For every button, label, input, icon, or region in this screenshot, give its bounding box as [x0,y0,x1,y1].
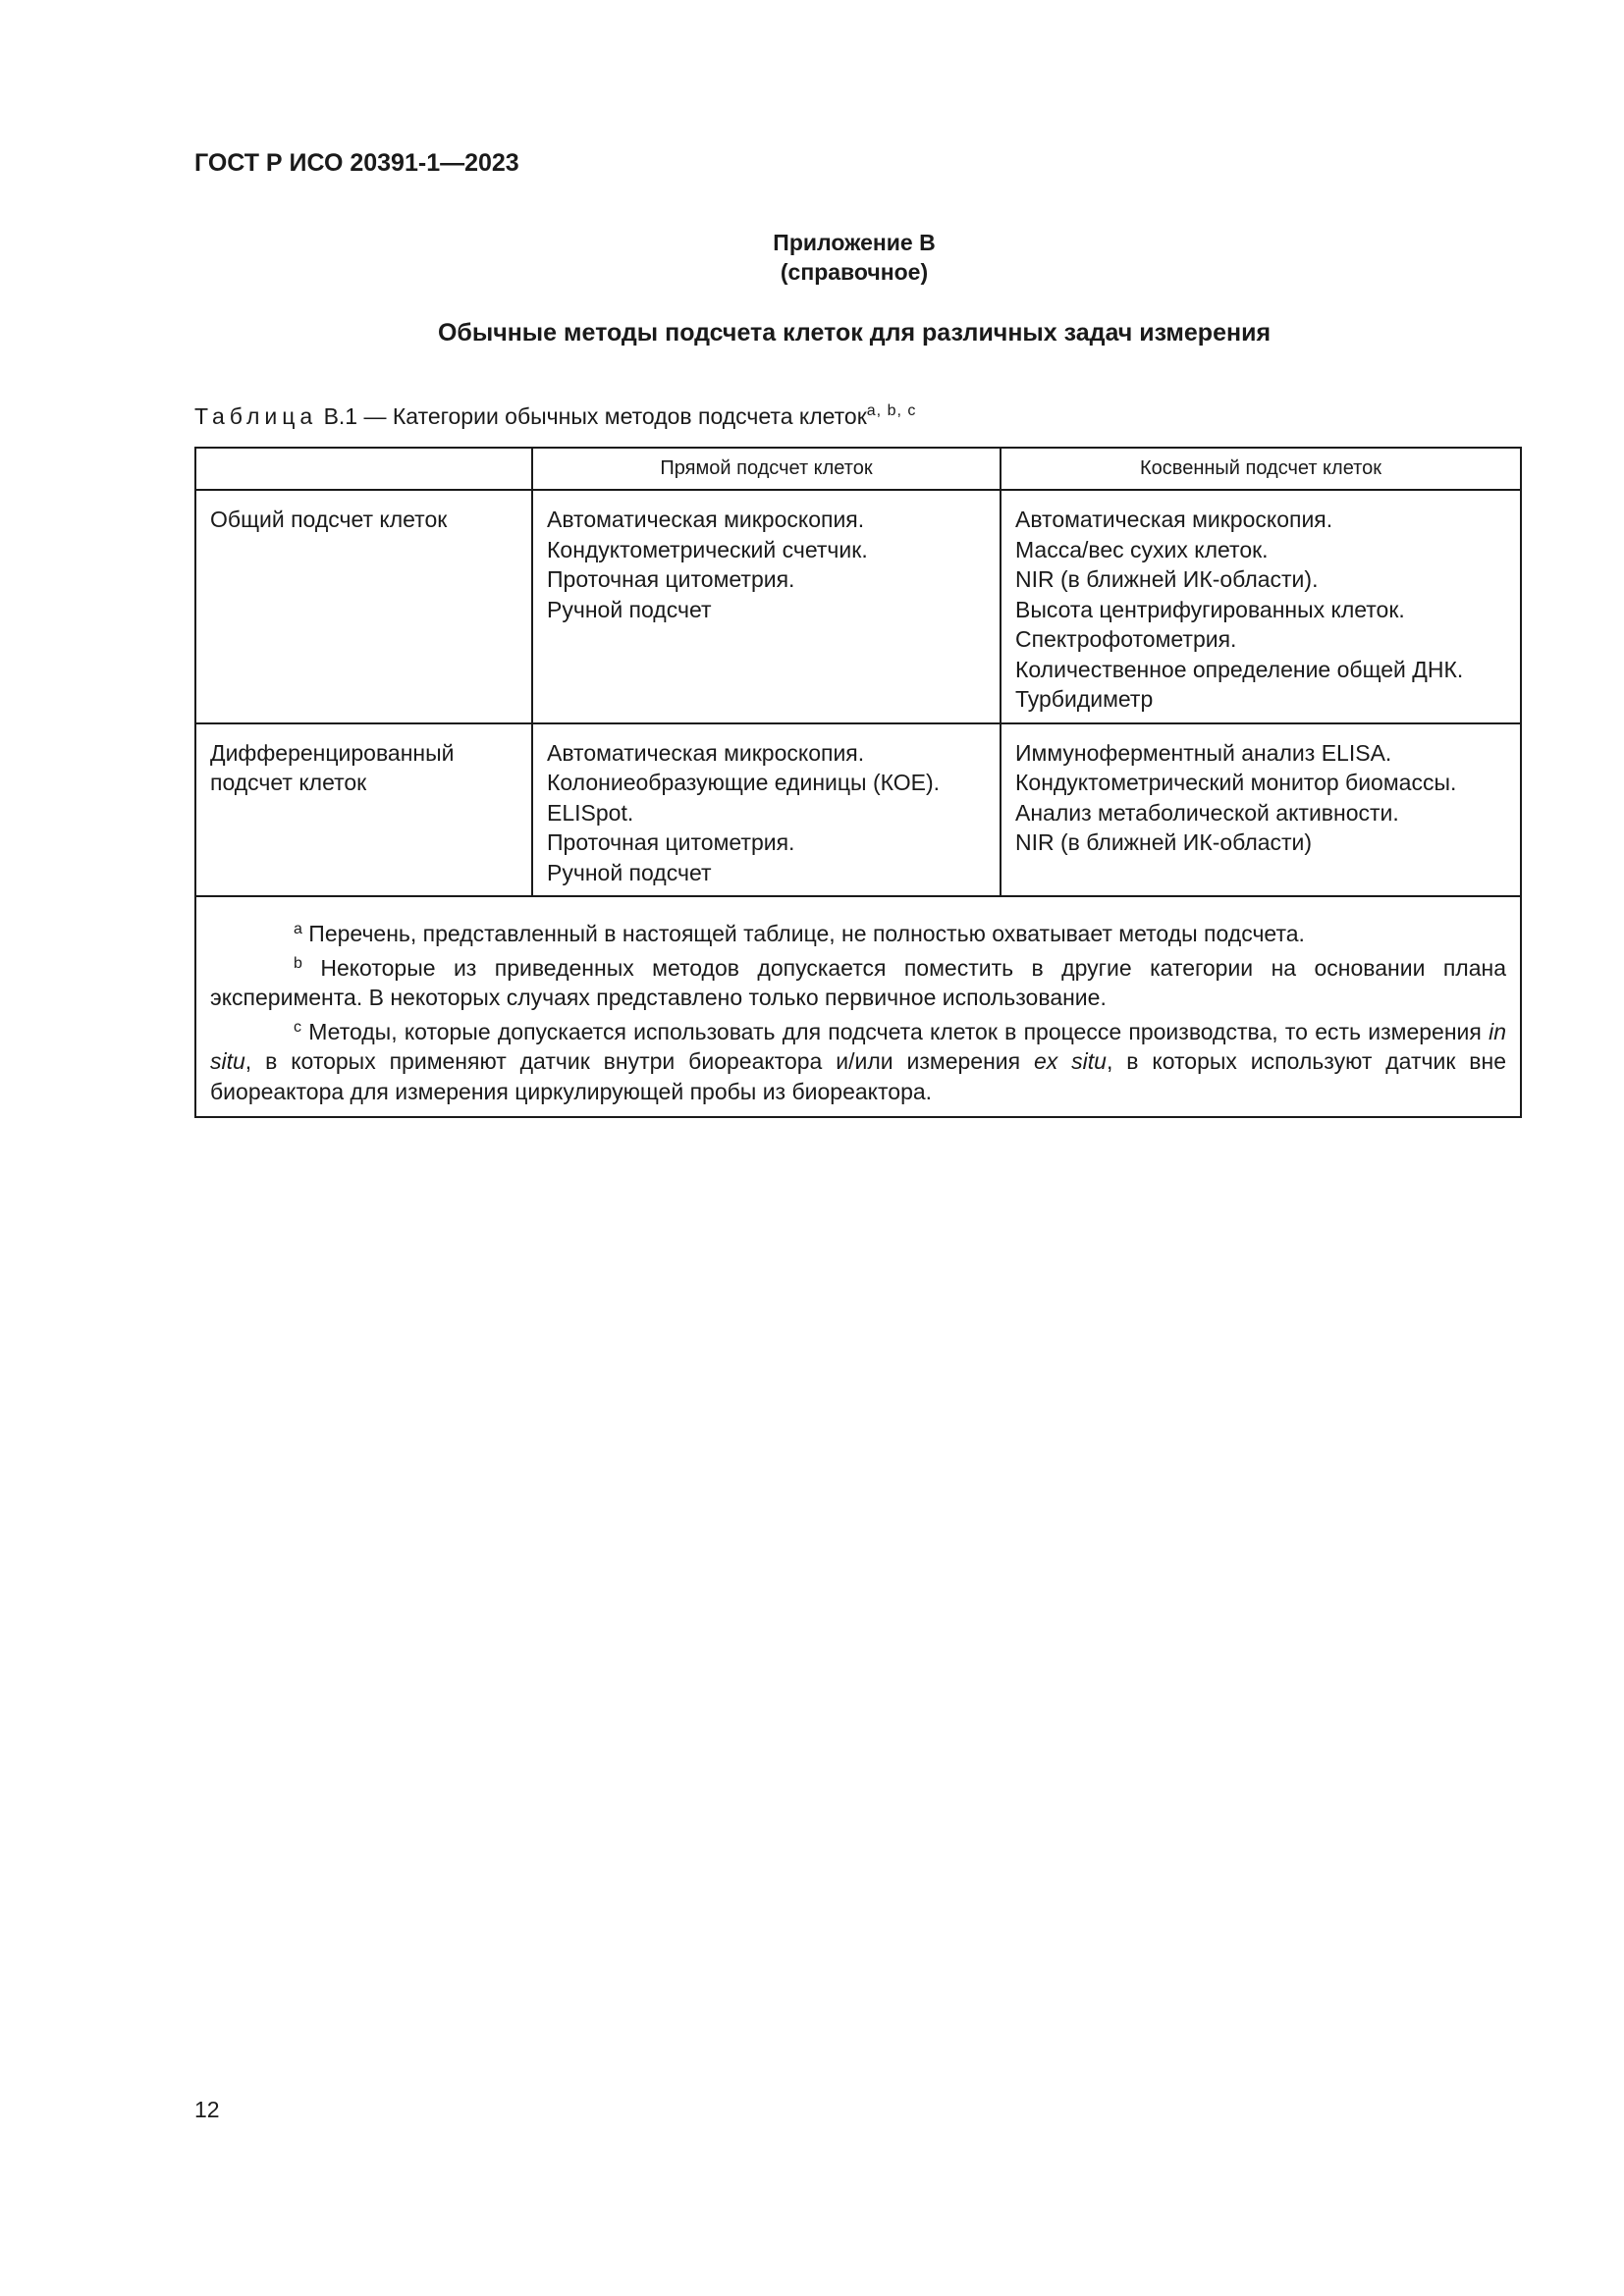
method-item: Ручной подсчет [547,596,712,622]
footnote-text: Перечень, представленный в настоящей таблице, не полностью охватывает методы подсчета. [308,921,1305,946]
table-caption-prefix: Таблица [194,403,318,429]
indirect-methods-cell [1001,723,1521,897]
method-item: Иммуноферментный анализ ELISA. [1015,739,1392,766]
indirect-methods-cell [1001,490,1521,723]
method-item: Высота центрифугированных клеток. [1015,596,1405,622]
document-code: ГОСТ Р ИСО 20391-1—2023 [194,149,519,177]
footnote-italic-term: in situ [210,1018,1507,1074]
method-item: Автоматическая микроскопия. [547,739,865,766]
footnote-text: Методы, которые допускается использовать для подсчета клеток в процессе производства, то есть измерения [308,1018,1489,1044]
table-caption-text: В.1 — Категории обычных методов подсчета клеток [323,403,867,429]
direct-methods-cell [532,723,1001,897]
method-item: Спектрофотометрия. [1015,626,1237,652]
method-item: Кондуктометрический монитор биомассы. [1015,770,1457,795]
method-item: NIR (в ближней ИК-области) [1015,829,1313,855]
header-cell-direct: Прямой подсчет клеток [532,448,1001,490]
table-notes-cell [195,896,1521,1117]
method-item: Проточная цитометрия. [547,829,795,855]
method-item: Колониеобразующие единицы (КОЕ). [547,770,941,795]
method-item: Автоматическая микроскопия. [1015,507,1333,532]
footnote-text: , в которых используют датчик вне биореактора для измерения циркулирующей пробы из биореактора. [210,1048,1507,1104]
annex-title: Обычные методы подсчета клеток для различных задач измерения [437,319,1272,347]
footnote-text: , в которых применяют датчик внутри биореактора и/или измерения [244,1048,1034,1074]
category-line: подсчет клеток [210,770,367,795]
table-row [195,723,1521,897]
category-line: Общий подсчет клеток [210,507,448,532]
table-caption-refs: a, b, c [866,402,917,419]
method-item: Масса/вес сухих клеток. [1015,536,1269,562]
table-footnote-b [210,949,1506,1013]
footnote-mark: b [294,954,302,972]
footnote-mark: c [294,1018,301,1036]
table-row [195,490,1521,723]
table-caption [194,402,916,430]
table-notes-row [195,896,1521,1117]
footnote-italic-term: ex situ [1033,1048,1107,1074]
method-item: ELISpot. [547,799,634,826]
method-item: Анализ метаболической активности. [1015,799,1399,826]
method-item: Кондуктометрический счетчик. [547,536,868,562]
footnote-text: Некоторые из приведенных методов допускается поместить в другие категории на основании плана эксперимента. В некоторых случаях представлено только первичное использование. [210,954,1506,1010]
category-cell [195,490,532,723]
method-item: NIR (в ближней ИК-области). [1015,566,1319,592]
method-item: Ручной подсчет [547,859,712,885]
methods-table [194,447,1522,1118]
category-cell [195,723,532,897]
direct-methods-cell [532,490,1001,723]
method-item: Проточная цитометрия. [547,566,795,592]
annex-label: Приложение В [773,230,936,255]
table-footnote-c [210,1013,1506,1107]
annex-heading [0,228,1624,287]
page-number: 12 [194,2097,220,2122]
method-item: Количественное определение общей ДНК. [1015,656,1464,682]
table-footnote-a [210,915,1506,949]
table-header-row [195,448,1521,490]
header-cell-empty [195,448,532,490]
header-cell-indirect: Косвенный подсчет клеток [1001,448,1521,490]
method-item: Турбидиметр [1015,686,1154,712]
category-line: Дифференцированный [210,739,455,766]
annex-status: (справочное) [780,259,929,285]
method-item: Автоматическая микроскопия. [547,507,865,532]
footnote-mark: a [294,921,302,937]
